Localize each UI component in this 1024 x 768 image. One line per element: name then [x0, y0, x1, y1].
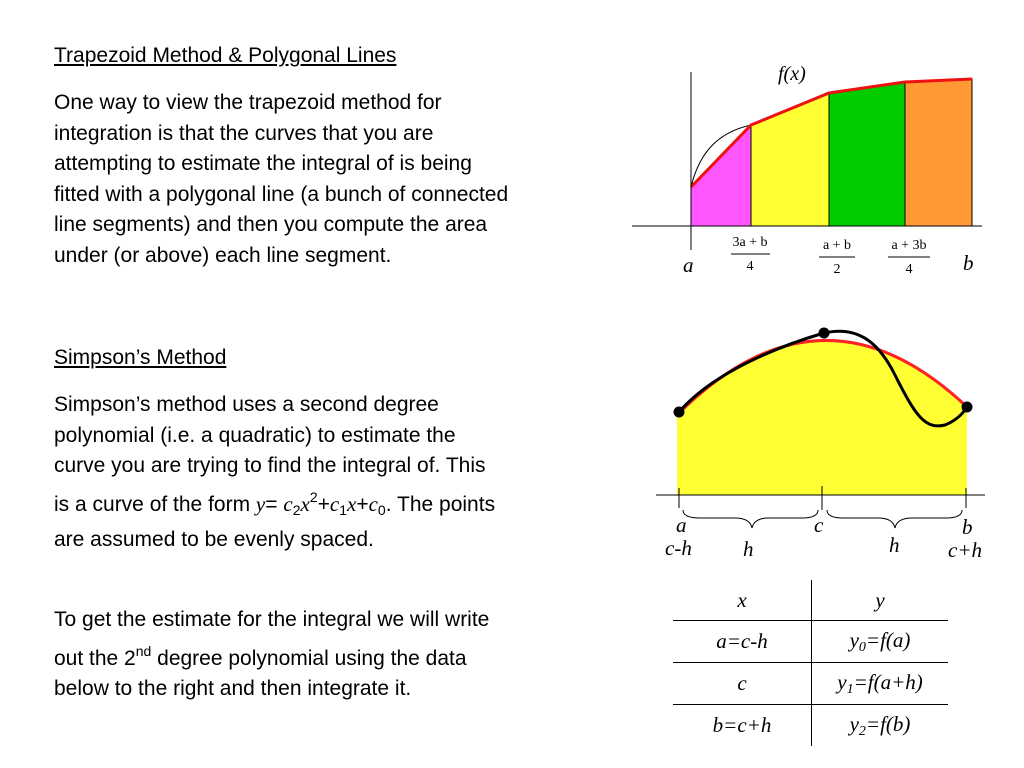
- simpson-heading: Simpson’s Method: [54, 346, 227, 369]
- simpson-a-label: a: [676, 513, 687, 537]
- y-value: =f(b): [865, 711, 911, 736]
- simpson-c-label: c: [814, 513, 824, 537]
- trap-a-label: a: [683, 253, 694, 277]
- y-name: y: [849, 711, 859, 736]
- c-plus-h-label: c+h: [948, 538, 982, 562]
- data-table: [673, 580, 948, 746]
- y-value: =f(a+h): [853, 669, 923, 694]
- trapezoid-line-6: under (or above) each line segment.: [54, 243, 392, 267]
- trapezoid-heading: Trapezoid Method & Polygonal Lines: [54, 44, 397, 67]
- row-y-cell: [812, 663, 949, 705]
- row-y-cell: [812, 621, 949, 663]
- form-plus-2: +: [356, 492, 369, 516]
- tick1-numerator: 3a + b: [732, 235, 768, 250]
- right-brace: [827, 510, 962, 528]
- estimate-line-2a: out the 2: [54, 646, 136, 670]
- trapezoid-line-5: line segments) and then you compute the area: [54, 213, 488, 236]
- form-c2: c: [283, 491, 293, 516]
- y-subscript: 1: [846, 681, 854, 697]
- estimate-line-3: below to the right and then integrate it.: [54, 677, 412, 700]
- form-y: y: [255, 491, 266, 516]
- h-right-label: h: [889, 533, 900, 557]
- estimate-line-1: To get the estimate for the integral we will write: [54, 608, 490, 631]
- trapezoid-line-2: integration is that the curves that you are: [54, 121, 434, 145]
- row-y-cell: [812, 705, 949, 747]
- header-x: x: [673, 580, 812, 621]
- form-c1: c: [329, 491, 340, 516]
- y-subscript: 0: [858, 639, 866, 655]
- header-y: y: [875, 587, 885, 612]
- form-c1-sub: 1: [339, 501, 347, 518]
- form-c2-sub: 2: [292, 501, 301, 518]
- estimate-line-2: [54, 642, 467, 670]
- tick2-denominator: 2: [833, 262, 841, 277]
- tick3-denominator: 4: [905, 262, 913, 277]
- simpson-b-label: b: [962, 515, 973, 539]
- simpson-line-1: Simpson’s method uses a second degree: [54, 393, 439, 416]
- h-left-label: h: [743, 537, 754, 561]
- form-c0-sub: 0: [377, 501, 386, 518]
- estimate-line-2b: degree polynomial using the data: [151, 646, 467, 670]
- row-x-cell: a=c-h: [673, 621, 812, 663]
- trapezoid-line-4: fitted with a polygonal line (a bunch of connected: [54, 182, 509, 206]
- simpson-line-3: curve you are trying to find the integral of. This: [54, 454, 486, 477]
- trapezoid-line-1: One way to view the trapezoid method for: [54, 91, 442, 114]
- trap-b-label: b: [963, 251, 974, 275]
- row-x-cell: c: [673, 663, 812, 705]
- y-subscript: 2: [858, 723, 866, 739]
- y-value: =f(a): [865, 627, 911, 652]
- y-name: y: [849, 627, 859, 652]
- table-header-row: [673, 580, 948, 621]
- form-eq: =: [265, 492, 284, 516]
- tick2-numerator: a + b: [822, 238, 852, 253]
- point-b: [962, 402, 973, 413]
- form-x-sup: 2: [309, 488, 318, 505]
- fx-label: f(x): [778, 63, 806, 85]
- left-brace: [683, 510, 818, 528]
- form-plus-1: +: [317, 492, 330, 516]
- simpson-line-2: polynomial (i.e. a quadratic) to estimate the: [54, 423, 456, 447]
- y-name: y: [837, 669, 847, 694]
- table-row: [673, 621, 948, 663]
- estimate-superscript: nd: [135, 642, 152, 659]
- c-minus-h-label: c-h: [665, 536, 692, 560]
- form-x-2: x: [347, 491, 357, 516]
- tick3-numerator: a + 3b: [891, 238, 927, 253]
- estimate-paragraph: [54, 605, 489, 705]
- form-suffix: . The points: [385, 492, 496, 516]
- simpson-area: [677, 340, 967, 495]
- simpson-line-5: are assumed to be evenly spaced.: [54, 528, 374, 551]
- row-x-cell: b=c+h: [673, 705, 812, 747]
- form-c0: c: [368, 491, 378, 516]
- form-prefix: is a curve of the form: [54, 492, 256, 516]
- point-c: [819, 328, 830, 339]
- point-a: [674, 407, 685, 418]
- trapezoid-line-3: attempting to estimate the integral of is being: [54, 152, 472, 175]
- table-row: [673, 705, 948, 747]
- table-row: [673, 663, 948, 705]
- form-x: x: [300, 491, 310, 516]
- tick1-denominator: 4: [746, 259, 754, 274]
